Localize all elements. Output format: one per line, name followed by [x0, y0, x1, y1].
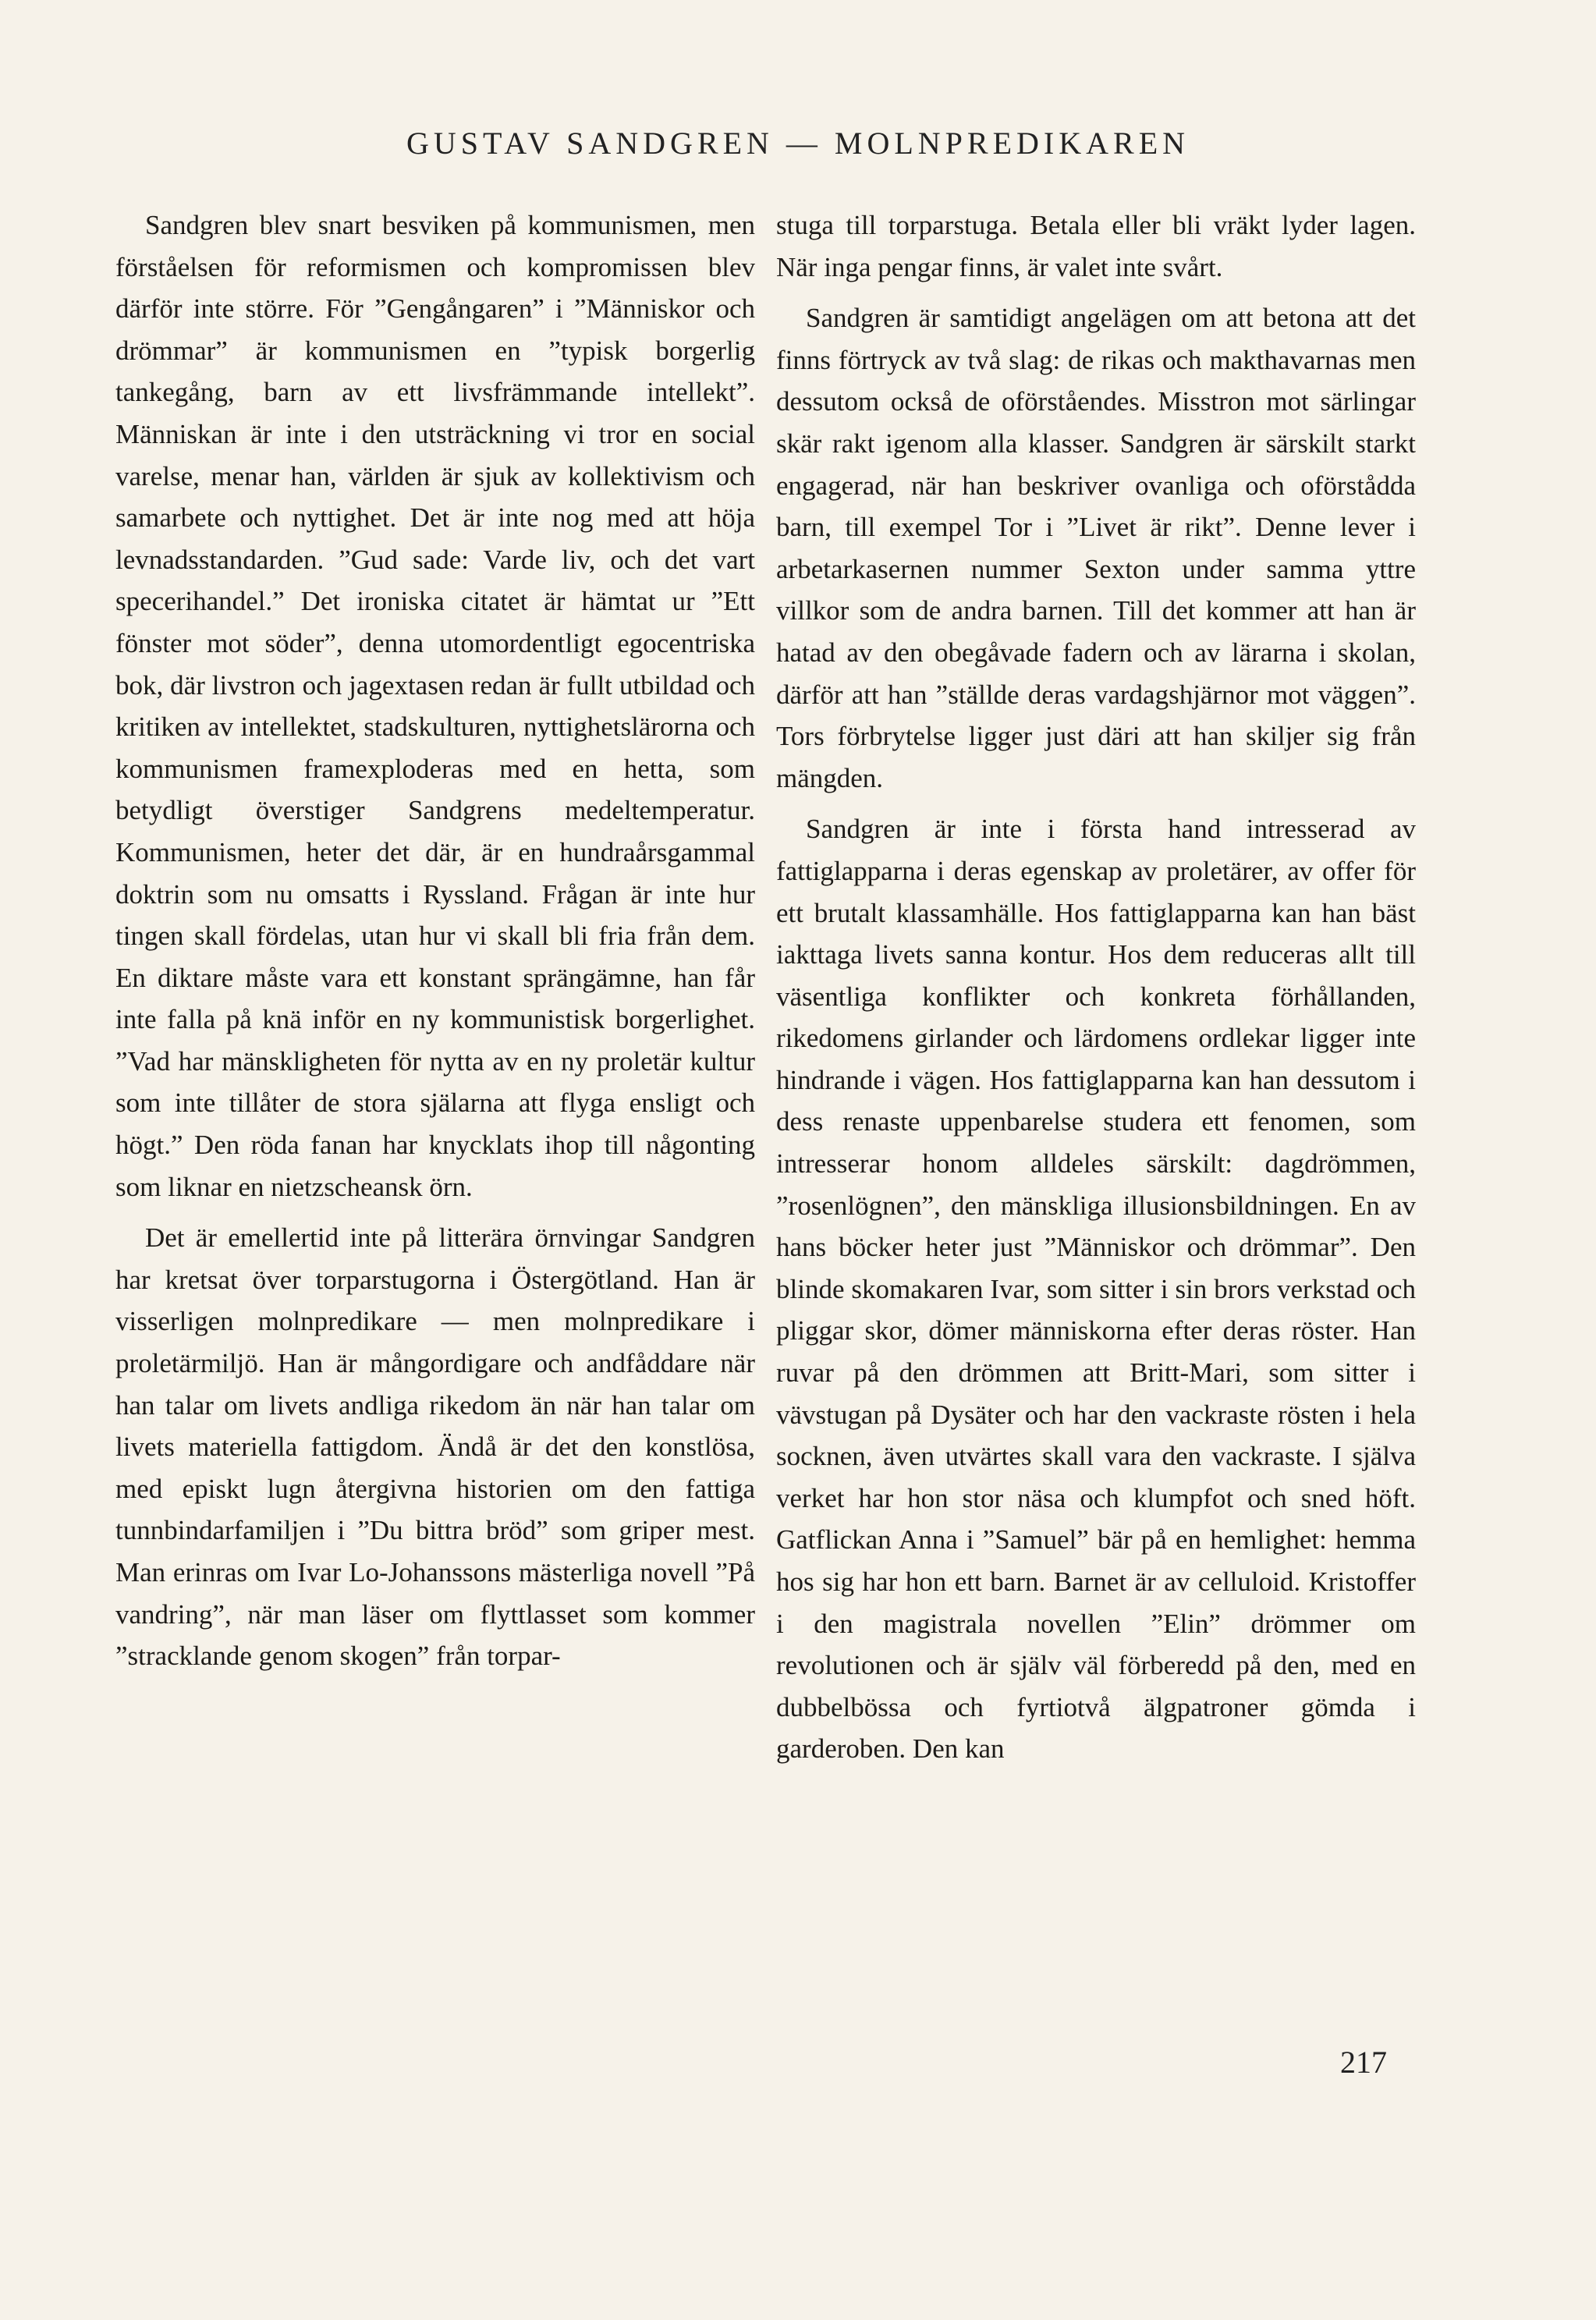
running-head: GUSTAV SANDGREN — MOLNPREDIKAREN	[406, 126, 1190, 161]
paragraph: Sandgren är samtidigt angelägen om att betona att det finns förtryck av två slag: de rikas och makthavarnas men dessutom också de oförståendes. Misstron mot särlingar skär rakt igenom alla klasser. Sandgren är särskilt starkt engagerad, när han beskriver ovanliga och oförstådda barn, till exempel Tor i ”Livet är rikt”. Denne lever i arbetarkasernen nummer Sexton under samma yttre villkor som de andra barnen. Till det kommer att han är hatad av den obegåvade fadern och av lärarna i skolan, därför att han ”ställde deras vardagshjärnor mot väggen”. Tors förbrytelse ligger just däri att han skiljer sig från mängden.	[776, 303, 1416, 793]
paragraph-continuation: stuga till torparstuga. Betala eller bli vräkt lyder lagen. När inga pengar finns, är valet inte svårt.	[776, 210, 1416, 282]
paragraph: Sandgren blev snart besviken på kommunismen, men förståelsen för reformismen och kompromissen blev därför inte större. För ”Gengångaren” i ”Människor och drömmar” är kommunismen en ”typisk borgerlig tankegång, barn av ett livsfrämmande intellekt”. Människan är inte i den utsträckning vi tror en social varelse, menar han, världen är sjuk av kollektivism och samarbete och nyttighet. Det är inte nog med att höja levnadsstandarden. ”Gud sade: Varde liv, och det vart specerihandel.” Det ironiska citatet är hämtat ur ”Ett fönster mot söder”, denna utomordentligt egocentriska bok, där livstron och jagextasen redan är fullt utbildad och kritiken av intellektet, stadskulturen, nyttighetslärorna och kommunismen framexploderas med en hetta, som betydligt överstiger Sandgrens medeltemperatur. Kommunismen, heter det där, är en hundraårsgammal doktrin som nu omsatts i Ryssland. Frågan är inte hur tingen skall fördelas, utan hur vi skall bli fria från dem. En diktare måste vara ett konstant sprängämne, han får inte falla på knä inför en ny kommunistisk borgerlighet. ”Vad har mänskligheten för nytta av en ny proletär kultur som inte tillåter de stora själarna att flyga ensligt och högt.” Den röda fanan har knycklats ihop till någonting som liknar en nietzscheansk örn.	[115, 210, 755, 1202]
right-column	[776, 204, 1416, 1770]
paragraph: Det är emellertid inte på litterära örnvingar Sandgren har kretsat över torparstugorna i Östergötland. Han är visserligen molnpredikare — men molnpredikare i proletärmiljö. Han är mångordigare och andfåddare när han talar om livets andliga rikedom än när han talar om livets materiella fattigdom. Ändå är det den konstlösa, med episkt lugn återgivna historien om den fattiga tunnbindarfamiljen i ”Du bittra bröd” som griper mest. Man erinras om Ivar Lo-Johanssons mästerliga novell ”På vandring”, när man läser om flyttlasset som kommer ”stracklande genom skogen” från torpar-	[115, 1222, 755, 1672]
paragraph: Sandgren är inte i första hand intresserad av fattiglapparna i deras egenskap av proletärer, av offer för ett brutalt klassamhälle. Hos fattiglapparna kan han bäst iakttaga livets sanna kontur. Hos dem reduceras allt till väsentliga konflikter och konkreta förhållanden, rikedomens girlander och lärdomens ordlekar ligger inte hindrande i vägen. Hos fattiglapparna kan han dessutom i dess renaste uppenbarelse studera ett fenomen, som intresserar honom alldeles särskilt: dagdrömmen, ”rosenlögnen”, den mänskliga illusionsbildningen. En av hans böcker heter just ”Människor och drömmar”. Den blinde skomakaren Ivar, som sitter i sin brors verkstad och pliggar skor, dömer människorna efter deras röster. Han ruvar på den drömmen att Britt-Mari, som sitter i vävstugan på Dysäter och har den vackraste rösten i hela socknen, även utvärtes skall vara den vackraste. I själva verket har hon stor näsa och klumpfot och sned höft. Gatflickan Anna i ”Samuel” bär på en hemlighet: hemma hos sig har hon ett barn. Barnet är av celluloid. Kristoffer i den magistrala novellen ”Elin” drömmer om revolutionen och är själv väl förberedd på den, med en dubbelbössa och fyrtiotvå älgpatroner gömda i garderoben. Den kan	[776, 814, 1416, 1765]
left-column	[115, 204, 755, 1677]
page-number: 217	[1340, 2045, 1387, 2080]
